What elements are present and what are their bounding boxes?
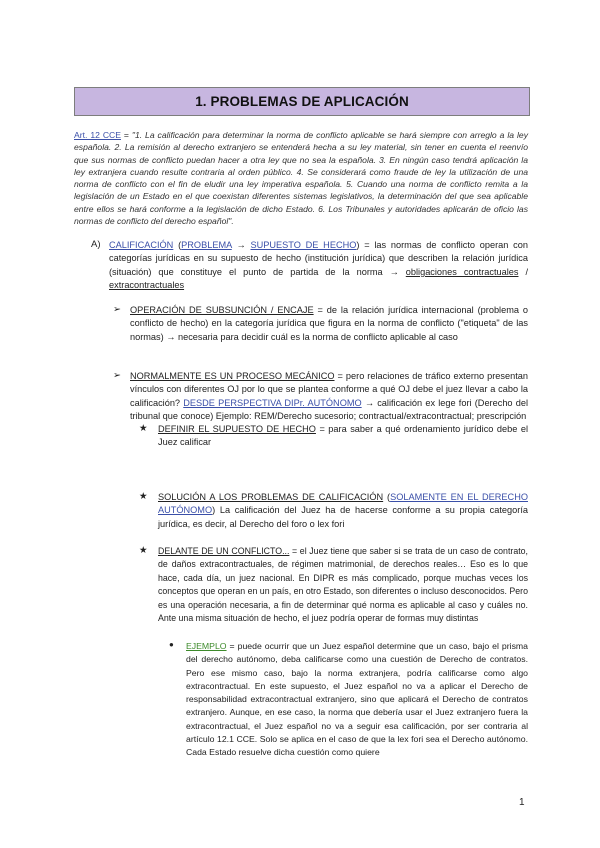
definir-heading: DEFINIR EL SUPUESTO DE HECHO [158,424,316,434]
bullet-arrow-icon: ➢ [113,304,121,315]
delante-heading: DELANTE DE UN CONFLICTO... [158,546,290,556]
star-solucion-calificacion [158,491,528,531]
bullet-proceso-text1: = pero relaciones de tráfico externo presentan vínculos con diferentes OJ por lo que se plantea conforme a qué OJ debe el juez llevar a cabo la calificación? [130,371,528,408]
bullet-arrow-icon: ➢ [113,370,121,381]
bullet-subsuncion [130,304,528,344]
section-title-box [74,87,530,116]
ejemplo-text: = puede ocurrir que un Juez español determine que un caso, bajo el prisma del derecho autónomo, deba calificarse como una cuestión de Derecho de contratos. Pero ese mismo caso, bajo la norma extranjera, podría calificarse como algo extracontractual. En este supuesto, el Juez español no va a aplicar el Derecho de responsabilidad extracontractual extranjero, sino que aplicará el Derecho de contratos extranjero. Aunque, en ese caso, la norma que debería usar el Juez extranjero fuera la extracontractual, el Juez español no va a seguir esa calificación, por ser contraria al artículo 12.1 CCE. Solo se aplica en el caso de que la lex fori sea el Derecho autónomo. Cada Estado resuelve dicha cuestión como quiere [186,641,528,758]
solamente-autonomo-term: SOLAMENTE EN EL DERECHO AUTÓNOMO [158,492,528,516]
page-title: 1. PROBLEMAS DE APLICACIÓN [195,94,409,109]
bullet-proceso-heading: NORMALMENTE ES UN PROCESO MECÁNICO [130,371,335,381]
star-icon: ★ [139,423,148,434]
calificacion-term: CALIFICACIÓN [109,240,174,250]
perspectiva-dipr-term: DESDE PERSPECTIVA DIPr. AUTÓNOMO [183,397,362,408]
section-a-marker: A) [91,239,101,250]
definir-text: = para saber a qué ordenamiento jurídico debe el Juez calificar [158,424,528,448]
solucion-heading: SOLUCIÓN A LOS PROBLEMAS DE CALIFICACIÓN [158,492,384,502]
star-delante-conflicto [158,545,528,625]
article-quote [74,129,528,227]
section-a-close: ) [356,240,360,250]
supuesto-term: SUPUESTO DE HECHO [250,240,357,250]
star-icon: ★ [139,491,148,502]
obligaciones-term: obligaciones contractuales [405,266,519,277]
section-a-text: = las normas de conflicto operan con categorías jurídicas en su supuesto de hecho (institución jurídica) que describen la relación jurídica (situación) que constituye el punto de partida de la norma → [109,240,528,277]
article-equals: = [120,130,132,140]
ejemplo-heading: EJEMPLO [186,641,227,651]
extracontractuales-term: extracontractuales [109,280,185,291]
bullet-proceso-text2: → calificación ex lege fori (Derecho del tribunal que conoce) Ejemplo: REM/Derecho sucesorio; contractual/extracontractual; prescripción [130,397,528,422]
article-text: "1. La calificación para determinar la norma de conflicto aplicable se hará siempre con arreglo a la ley española. 2. La remisión al derecho extranjero se entenderá hecha a su ley material, sin tener en cuenta el reenvío que sus normas de conflicto puedan hacer a otra ley que no sea la española. 3. En ningún caso tendrá aplicación la ley extranjera cuando resulte contraria al orden público. 4. Se considerará como fraude de ley la utilización de una norma de conflicto con el fin de eludir una ley imperativa española. 5. Cuando una norma de conflicto remita a la legislación de un Estado en el que coexistan diferentes sistemas legislativos, la determinación del que sea aplicable entre ellos se hará conforme a la legislación de dicho Estado. 6. Los Tribunales y autoridades aplicarán de oficio las normas de conflicto del derecho español". [74,130,528,227]
star-icon: ★ [139,545,148,556]
section-a-open-paren: ( [173,240,182,250]
star-definir-supuesto [158,423,528,450]
article-reference-link[interactable]: Art. 12 CCE [74,130,121,140]
problema-term: PROBLEMA [181,240,232,250]
section-a-arrow: → [231,240,251,250]
section-a-paragraph [109,239,528,293]
ejemplo-paragraph [186,640,528,760]
bullet-proceso-mecanico [130,370,528,424]
bullet-dot-icon: ● [169,640,174,649]
section-a-slash: / [518,266,529,277]
solucion-text: ) La calificación del Juez ha de hacerse conforme a su propia categoría jurídica, es decir, al Derecho del foro o lex fori [158,505,528,529]
delante-text: = el Juez tiene que saber si se trata de un caso de contrato, de daños extracontractuales, de régimen matrimonial, de derechos reales… Eso es lo que hace, cada día, un juez nacional. En DIPR es más complicado, porque muchas veces los conceptos que operan en un país, en otro Estado, son diferentes o incluso desconocidos. Pero es una operación necesaria, a fin de determinar qué norma es aplicable al caso y cuáles no. Ante una misma situación de hecho, el juez podría operar de formas muy distintas [158,546,528,624]
bullet-subsuncion-heading: OPERACIÓN DE SUBSUNCIÓN / ENCAJE [130,305,314,315]
page-number: 1 [519,797,525,808]
bullet-subsuncion-text: = de la relación jurídica internacional (problema o conflicto de hecho) en la categoría jurídica que figura en la norma de conflicto ("etiqueta" de las normas) → necesaria para decidir cuál es la norma de conflicto aplicable al caso [130,305,528,342]
solucion-open: ( [383,492,391,502]
